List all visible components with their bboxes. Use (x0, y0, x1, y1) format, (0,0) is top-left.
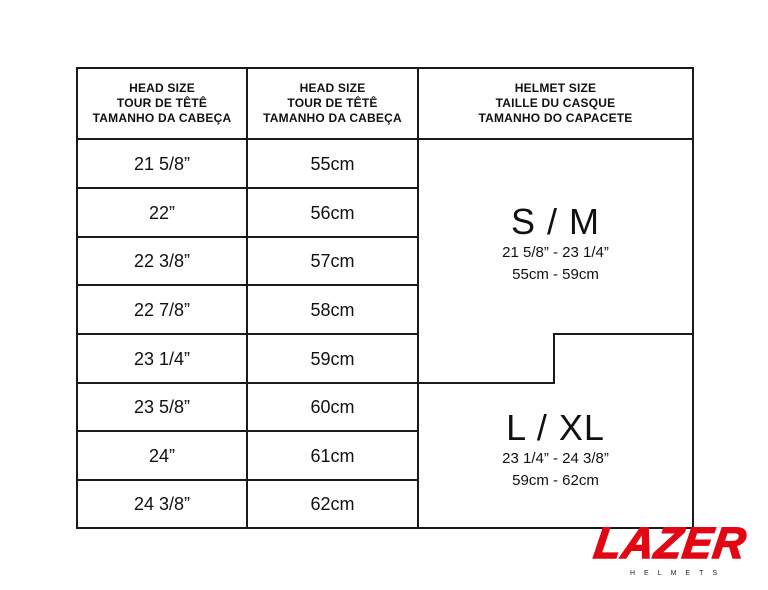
header-helmet-size: HELMET SIZE TAILLE DU CASQUE TAMANHO DO CAPACETE (478, 81, 633, 125)
helmet-size-label: S / M (510, 201, 600, 242)
helmet-size-range-inches: 23 1/4” - 24 3/8” (502, 450, 609, 467)
helmet-size-lxl (418, 408, 693, 492)
cell-cm: 57cm (310, 251, 355, 271)
cell-cm: 58cm (310, 300, 355, 320)
helmet-size-label: L / XL (506, 407, 605, 448)
cell-inches: 22 3/8” (133, 251, 191, 271)
header-head-size-cm: HEAD SIZE TOUR DE TÊTÊ TAMANHO DA CABEÇA (263, 81, 402, 125)
logo-subtitle: HELMETS (629, 570, 727, 577)
helmet-size-sm (418, 202, 693, 286)
cell-cm: 62cm (310, 494, 355, 514)
cell-cm: 59cm (310, 349, 355, 369)
cell-inches: 22” (148, 203, 175, 223)
header-head-size-inches: HEAD SIZE TOUR DE TÊTÊ TAMANHO DA CABEÇA (92, 81, 232, 125)
cell-inches: 22 7/8” (133, 300, 191, 320)
cell-cm: 61cm (310, 446, 355, 466)
logo-wordmark: LAZER (591, 519, 750, 568)
helmet-size-range-cm: 59cm - 62cm (512, 472, 599, 489)
helmet-size-range-inches: 21 5/8” - 23 1/4” (502, 244, 609, 261)
cell-inches: 23 5/8” (133, 397, 191, 417)
cell-cm: 55cm (310, 154, 355, 174)
cell-inches: 24” (148, 446, 175, 466)
helmet-size-range-cm: 55cm - 59cm (512, 266, 599, 283)
cell-inches: 23 1/4” (133, 349, 191, 369)
cell-inches: 21 5/8” (133, 154, 191, 174)
cell-inches: 24 3/8” (133, 494, 191, 514)
helmet-size-divider (418, 334, 693, 383)
cell-cm: 60cm (310, 397, 355, 417)
lazer-logo (590, 518, 760, 580)
cell-cm: 56cm (310, 203, 355, 223)
